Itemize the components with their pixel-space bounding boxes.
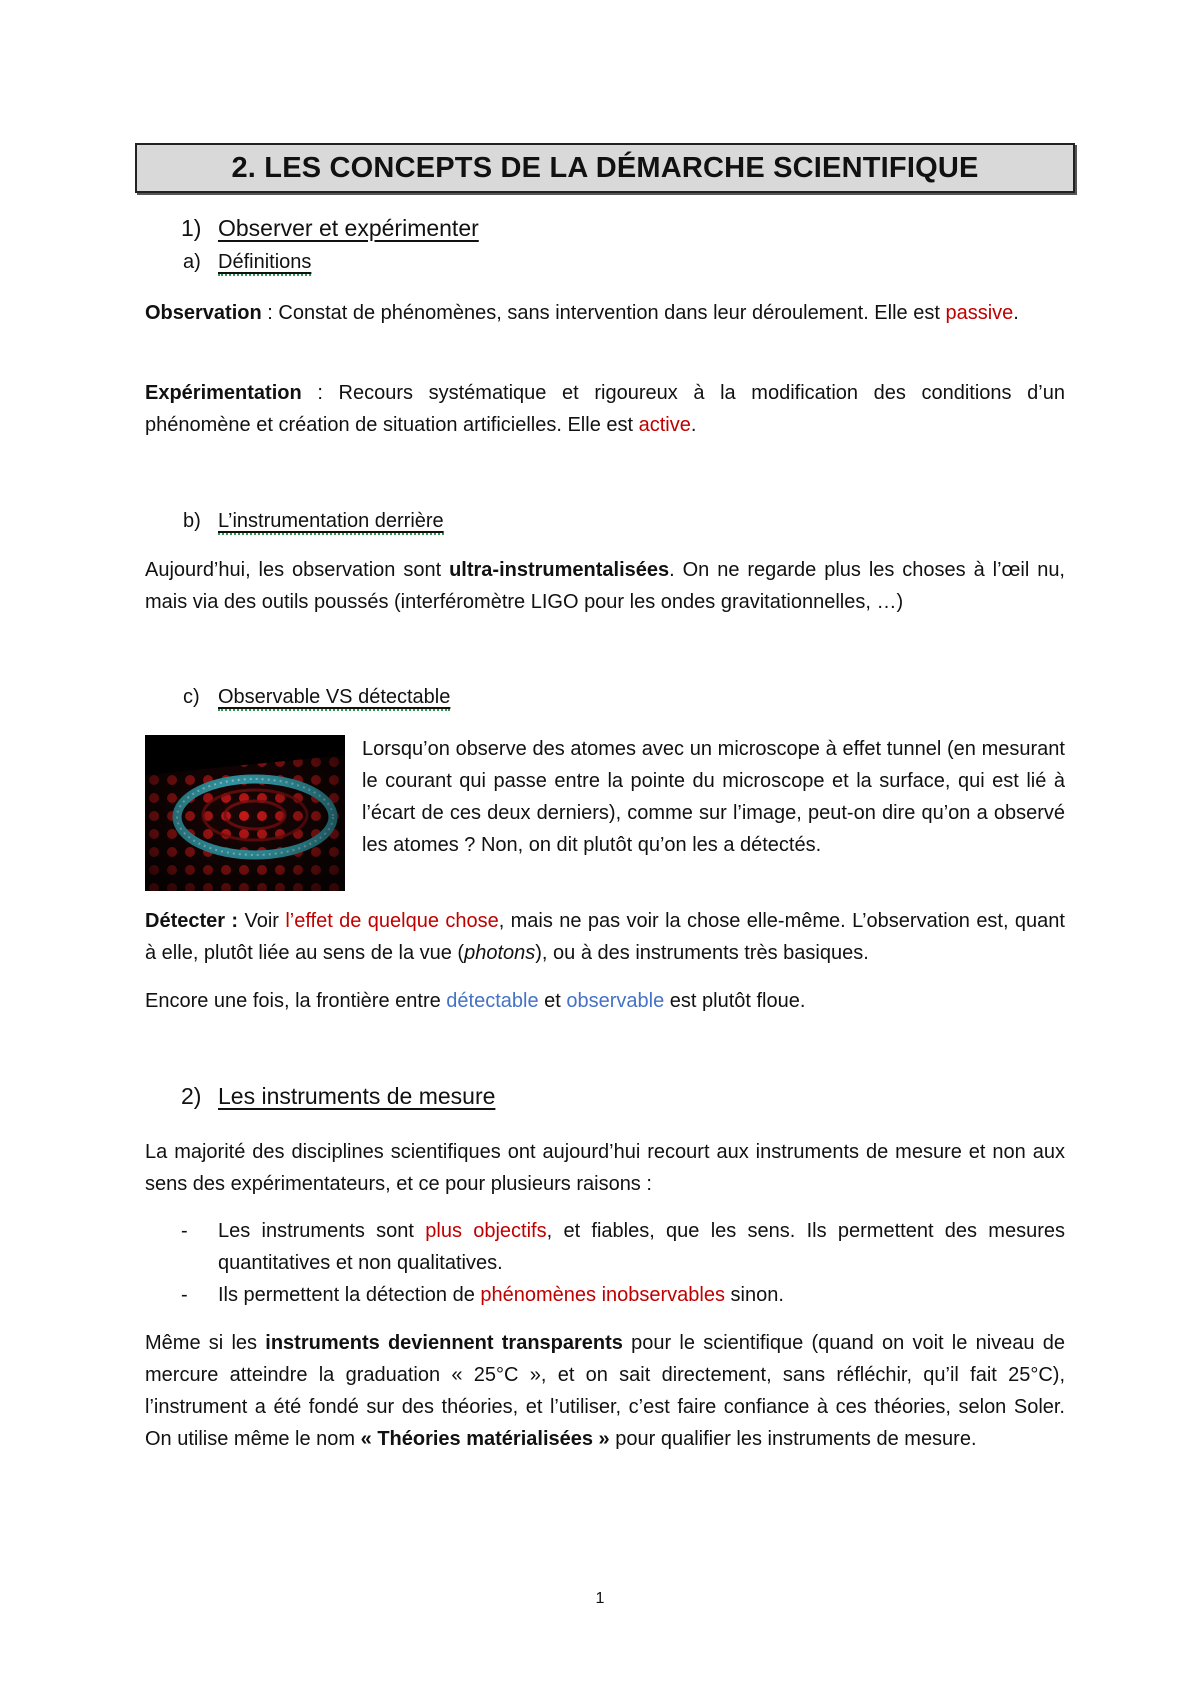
boundary-detectable: détectable — [446, 990, 539, 1012]
instruments-intro: La majorité des disciplines scientifiques ont aujourd’hui recourt aux instruments de mesure et non aux sens des expérimentateurs, et ce pour plusieurs raisons : — [145, 1141, 1065, 1195]
detect-definition — [145, 905, 1065, 969]
detect-text-3: ), ou à des instruments très basiques. — [535, 942, 869, 964]
stm-paragraph: Lorsqu’on observe des atomes avec un microscope à effet tunnel (en mesurant le courant qui passe entre la pointe du microscope et la surface, qui est lié à l’écart de ces deux derniers), comme sur l’image, peut-on dire qu’on a observé les atomes ? Non, on dit plutôt qu’on les a détectés. — [362, 738, 1065, 856]
observation-passive: passive — [945, 302, 1014, 324]
page-number: 1 — [595, 1590, 605, 1607]
instrumentation-text-2: . On ne regarde plus les choses à l’œil nu, mais via des outils poussés (interféromètre LIGO pour les ondes gravitationnelles, …) — [145, 559, 1065, 613]
materialized-text-2: pour le scientifique (quand on voit le niveau de mercure atteindre la graduation « 25°C », et on sait directement, sans réfléchir, qu’il fait 25°C), l’instrument a été fondé sur des théories, et l’utiliser, c’est faire confiance à ces théories, selon Soler. On utilise même le nom — [145, 1332, 1066, 1450]
bullet-1-text-1: Les instruments sont — [218, 1220, 426, 1242]
materialized-text-3: pour qualifier les instruments de mesure. — [609, 1428, 977, 1450]
observation-definition: Observation : Constat de phénomènes, sans intervention dans leur déroulement. Elle est passive. — [145, 302, 1019, 324]
bullet-item-objective — [181, 1215, 1065, 1279]
subsection-b-title: L’instrumentation derrière — [218, 510, 444, 535]
detect-italic: photons — [464, 942, 536, 964]
boundary-sentence — [145, 985, 1065, 1017]
instrumentation-text-1: Aujourd’hui, les observation sont — [145, 559, 450, 581]
subsection-a-number: a) — [183, 251, 201, 273]
section-1-number: 1) — [181, 215, 202, 241]
experimentation-text: : Recours systématique et rigoureux à la modification des conditions d’un phénomène et création de situation artificielles. Elle est — [145, 382, 1065, 436]
boundary-text-2: et — [538, 990, 567, 1012]
instrumentation-paragraph — [145, 554, 1065, 618]
boundary-text-3: est plutôt floue. — [664, 990, 806, 1012]
subsection-c-title: Observable VS détectable — [218, 686, 450, 711]
title-box — [135, 143, 1075, 193]
document-page — [145, 143, 1066, 1450]
page-title: 2. LES CONCEPTS DE LA DÉMARCHE SCIENTIFIQUE — [231, 151, 979, 184]
bullet-2-red: phénomènes inobservables — [480, 1284, 725, 1306]
subsection-c-number: c) — [183, 686, 200, 708]
bullet-2-text-2: sinon. — [724, 1284, 784, 1306]
boundary-observable: observable — [566, 990, 665, 1012]
instrumentation-bold: ultra-instrumentalisées — [449, 559, 670, 581]
materialized-bold-1: instruments deviennent transparents — [265, 1332, 623, 1354]
experimentation-term: Expérimentation — [145, 382, 302, 404]
observation-text: : Constat de phénomènes, sans intervention dans leur déroulement. Elle est — [261, 302, 946, 324]
detect-term: Détecter : — [145, 910, 239, 932]
bullet-2-text-1: Ils permettent la détection de — [218, 1284, 481, 1306]
materialized-bold-2: « Théories matérialisées » — [360, 1428, 610, 1450]
section-2-title: Les instruments de mesure — [218, 1083, 496, 1109]
experimentation-definition: Expérimentation : Recours systématique et rigoureux à la modification des conditions d’un phénomène et création de situation artificielles. Elle est active. — [145, 382, 1065, 436]
bullet-item-detection — [181, 1279, 1065, 1311]
detect-text-2: , mais ne pas voir la chose elle-même. L’observation est, quant à elle, plutôt liée au sens de la vue ( — [145, 910, 1065, 964]
experimentation-active: active — [638, 414, 691, 436]
quantum-corral-illustration — [145, 735, 345, 891]
bullet-dash: - — [181, 1284, 188, 1306]
boundary-text-1: Encore une fois, la frontière entre — [145, 990, 447, 1012]
subsection-b-number: b) — [183, 510, 201, 532]
instruments-bullet-list — [181, 1215, 1065, 1311]
bullet-1-text-2: , et fiables, que les sens. Ils permettent des mesures quantitatives et non qualitatives. — [218, 1220, 1065, 1274]
subsection-a-title: Définitions — [218, 251, 311, 276]
bullet-dash: - — [181, 1220, 188, 1242]
section-1-title: Observer et expérimenter — [218, 215, 479, 241]
observation-term: Observation — [145, 302, 262, 324]
bullet-1-red: plus objectifs — [425, 1220, 547, 1242]
materialized-text-1: Même si les — [145, 1332, 266, 1354]
detect-text-1: Voir — [238, 910, 286, 932]
detect-red: l’effet de quelque chose — [285, 910, 499, 932]
quantum-corral-image — [145, 735, 345, 891]
section-2-number: 2) — [181, 1083, 202, 1109]
materialized-theories-paragraph — [145, 1327, 1065, 1455]
